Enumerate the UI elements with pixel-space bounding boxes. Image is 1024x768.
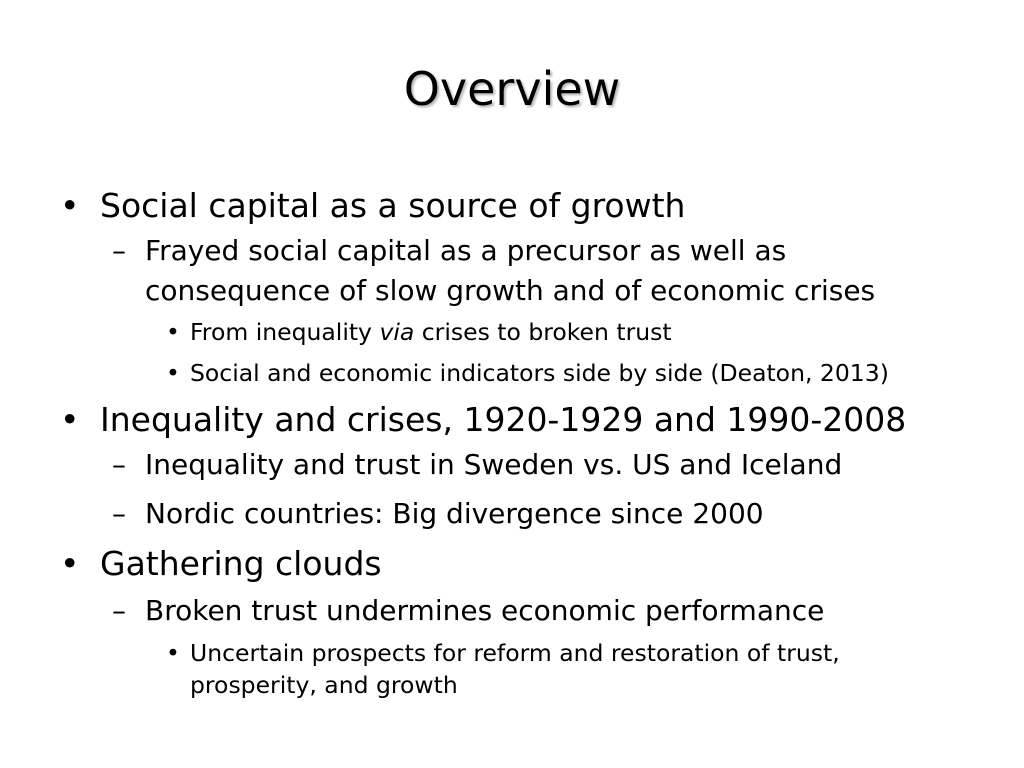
sub-bullet-text: Broken trust undermines economic performance — [145, 594, 825, 627]
sub-sub-bullet-text: Social and economic indicators side by side (Deaton, 2013) — [190, 359, 889, 387]
bullet-marker: • — [166, 639, 180, 667]
slide-title: Overview — [403, 62, 621, 116]
sub-sub-bullet-text-post: crises to broken trust — [414, 318, 672, 346]
sub-sub-bullet-text-pre: From inequality — [190, 318, 380, 346]
bullet-text: Inequality and crises, 1920-1929 and 1990-2008 — [100, 400, 907, 439]
sub-sub-bullet-text-emphasis: via — [379, 318, 415, 346]
sub-sub-bullet-item — [166, 357, 976, 390]
sub-bullet-item — [112, 494, 976, 534]
sub-bullet-text: Nordic countries: Big divergence since 2000 — [145, 497, 764, 530]
bullet-marker: • — [166, 359, 180, 387]
bullet-marker: • — [60, 400, 80, 439]
sub-bullet-item — [112, 445, 976, 485]
bullet-marker: • — [60, 186, 80, 225]
dash-marker: – — [112, 234, 126, 267]
bullet-text: Social capital as a source of growth — [100, 186, 686, 225]
sub-sub-bullet-item — [166, 637, 976, 701]
sub-bullet-text-line1: Frayed social capital as a precursor as well as — [145, 234, 787, 267]
bullet-item — [56, 540, 976, 588]
sub-sub-bullet-item — [166, 316, 976, 349]
sub-sub-bullet-text-line2: prosperity, and growth — [190, 671, 458, 699]
bullet-item — [56, 396, 976, 444]
sub-sub-bullet-text-line1: Uncertain prospects for reform and restoration of trust, — [190, 639, 840, 667]
dash-marker: – — [112, 448, 126, 481]
sub-bullet-item — [112, 231, 976, 311]
bullet-marker: • — [60, 544, 80, 583]
dash-marker: – — [112, 594, 126, 627]
sub-bullet-text: Inequality and trust in Sweden vs. US and Iceland — [145, 448, 843, 481]
bullet-text: Gathering clouds — [100, 544, 382, 583]
dash-marker: – — [112, 497, 126, 530]
sub-bullet-item — [112, 591, 976, 631]
sub-bullet-text-line2: consequence of slow growth and of economic crises — [145, 274, 876, 307]
bullet-marker: • — [166, 318, 180, 346]
bullet-list — [56, 182, 976, 701]
bullet-item — [56, 182, 976, 230]
